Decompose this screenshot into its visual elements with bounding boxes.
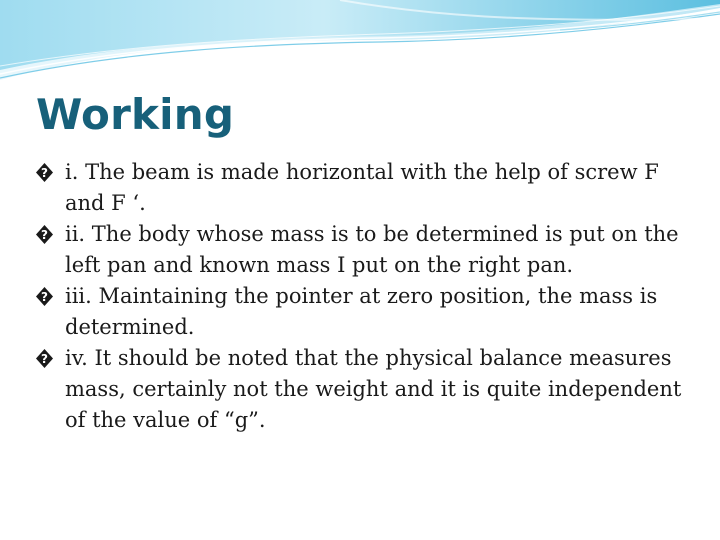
svg-text:?: ? <box>41 166 48 180</box>
bullet-item <box>36 157 686 219</box>
bullet-list <box>36 157 686 436</box>
bullet-item <box>36 281 686 343</box>
bullet-text: iii. Maintaining the pointer at zero position, the mass is determined. <box>65 284 658 339</box>
slide-title: Working <box>36 90 235 139</box>
missing-glyph-icon <box>36 163 53 182</box>
bullet-text: ii. The body whose mass is to be determined is put on the left pan and known mass I put on the right pan. <box>65 222 679 277</box>
missing-glyph-icon <box>36 349 53 368</box>
missing-glyph-icon <box>36 225 53 244</box>
svg-text:?: ? <box>41 290 48 304</box>
bullet-text: iv. It should be noted that the physical balance measures mass, certainly not the weight and it is quite independent of the value of “g”. <box>65 346 682 432</box>
bullet-item <box>36 219 686 281</box>
header-wave-banner <box>0 0 720 90</box>
svg-text:?: ? <box>41 228 48 242</box>
bullet-item <box>36 343 686 436</box>
svg-text:?: ? <box>41 352 48 366</box>
bullet-text: i. The beam is made horizontal with the help of screw F and F ‘. <box>65 160 659 215</box>
missing-glyph-icon <box>36 287 53 306</box>
